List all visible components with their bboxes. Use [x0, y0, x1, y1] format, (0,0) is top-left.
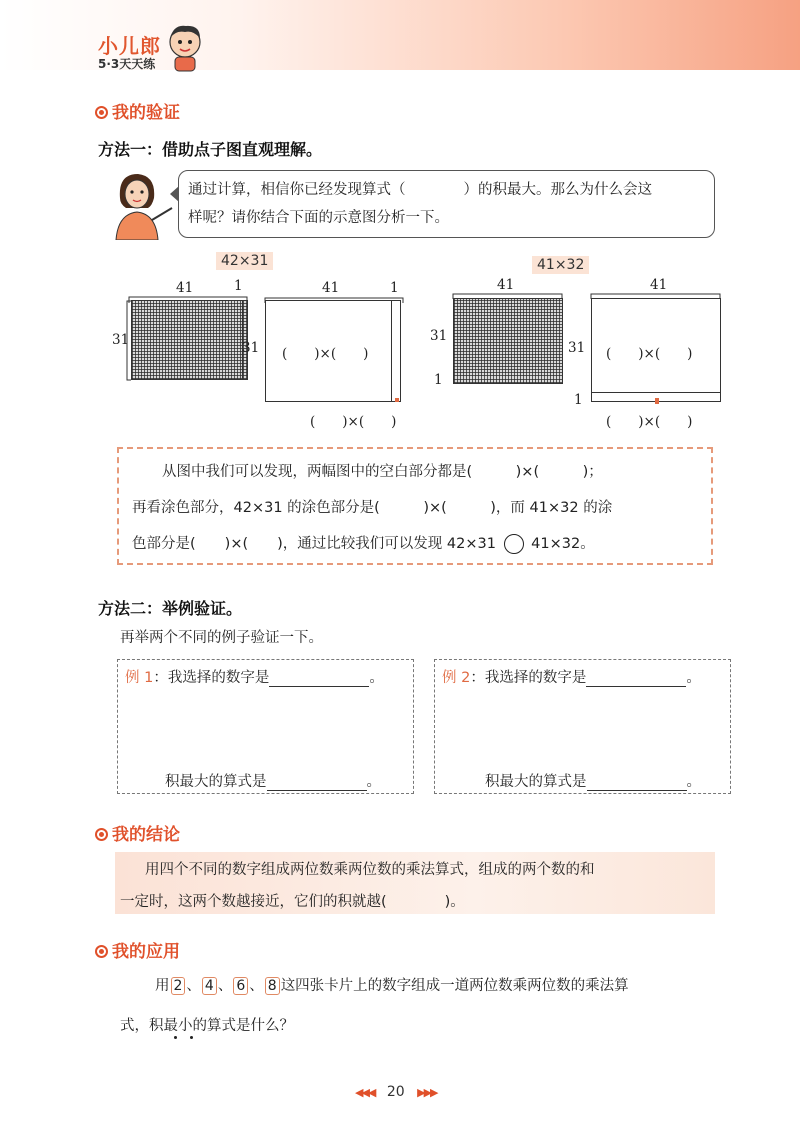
separator: 、	[249, 978, 264, 994]
brand-logo: 小儿郎	[98, 34, 161, 58]
page-footer	[355, 1084, 437, 1100]
section-apply-label: 我的应用	[112, 942, 180, 962]
marker-left	[395, 398, 399, 402]
prev-arrows-icon: ◀◀◀	[355, 1086, 375, 1099]
dot-grid-extra-row	[453, 378, 563, 384]
apply-post: 这四张卡片上的数字组成一道两位数乘两位数的乘法算	[280, 978, 629, 994]
digit-card: 6	[233, 977, 248, 995]
example-2-result-label: 积最大的算式是	[485, 774, 587, 790]
diagram-right-tag: 41×32	[532, 256, 589, 274]
frame-left-outer-expr: ( )×( )	[310, 414, 397, 430]
diagram-right-side-31: 31	[430, 328, 448, 344]
frame-left-top-1: 1	[390, 280, 399, 296]
example-1-result-label: 积最大的算式是	[165, 774, 267, 790]
frame-right-outer-expr: ( )×( )	[606, 414, 693, 430]
brand-subtitle: 5·3天天练	[98, 57, 156, 71]
diagram-left-top-1: 1	[234, 278, 243, 294]
example-2-result	[485, 770, 701, 791]
section-conclusion-label: 我的结论	[112, 825, 180, 845]
target-icon	[95, 106, 108, 119]
example-2-text: ：我选择的数字是	[470, 670, 587, 686]
finding-line-1: 从图中我们可以发现，两幅图中的空白部分都是( )×( )；	[162, 464, 603, 480]
period: 。	[686, 670, 701, 686]
example-1-result-blank[interactable]	[267, 790, 367, 791]
example-1-result	[165, 770, 381, 791]
diagram-right-side-1: 1	[434, 372, 443, 388]
diagram-left-top-41: 41	[176, 280, 194, 296]
page-number: 20	[386, 1084, 405, 1100]
example-2-digits-blank[interactable]	[586, 686, 686, 687]
conclusion-line-2: 一定时，这两个数越接近，它们的积就越( )。	[120, 894, 465, 910]
frame-left-side-31: 31	[242, 340, 260, 356]
emphasis-dot	[190, 1036, 193, 1039]
method2-description: 再举两个不同的例子验证一下。	[120, 630, 323, 646]
boy-mascot-icon	[160, 20, 210, 72]
frame-left-inner-expr: ( )×( )	[282, 346, 369, 362]
diagram-left-tag: 42×31	[216, 252, 273, 270]
section-verify-title	[95, 98, 180, 123]
finding-line-3-text: 色部分是( )×( )，通过比较我们可以发现 42×31	[132, 536, 496, 552]
example-1-prompt	[125, 666, 384, 687]
teacher-icon	[112, 170, 174, 240]
section-verify-label: 我的验证	[112, 103, 180, 123]
next-arrows-icon: ▶▶▶	[417, 1086, 437, 1099]
frame-right-side-1: 1	[574, 392, 583, 408]
example-2-prompt	[442, 666, 701, 687]
digit-card: 4	[202, 977, 217, 995]
digit-card: 2	[171, 977, 186, 995]
section-apply-title	[95, 937, 180, 962]
marker-right	[655, 398, 659, 404]
method1-heading: 方法一：借助点子图直观理解。	[98, 140, 323, 159]
period: 。	[366, 774, 381, 790]
compare-circle[interactable]	[504, 534, 524, 554]
apply-line-1	[155, 974, 629, 995]
period: 。	[369, 670, 384, 686]
separator: 、	[186, 978, 201, 994]
apply-pre: 用	[155, 978, 170, 994]
digit-card: 8	[265, 977, 280, 995]
emphasis-dot	[174, 1036, 177, 1039]
method2-heading: 方法二：举例验证。	[98, 599, 243, 618]
frame-left-top-41: 41	[322, 280, 340, 296]
bubble-line-1: 通过计算，相信你已经发现算式（ ）的积最大。那么为什么会这	[188, 182, 652, 198]
finding-line-3-end: 41×32。	[531, 536, 595, 552]
period: 。	[686, 774, 701, 790]
bubble-text	[188, 176, 708, 232]
target-icon	[95, 945, 108, 958]
example-1-digits-blank[interactable]	[269, 686, 369, 687]
separator: 、	[217, 978, 233, 994]
frame-right-inner-expr: ( )×( )	[606, 346, 693, 362]
frame-right-side-31: 31	[568, 340, 586, 356]
frame-right-top-41: 41	[650, 277, 668, 293]
finding-line-3	[132, 532, 595, 554]
diagram-left-side-31: 31	[112, 332, 130, 348]
apply-line-2: 式，积最小的算式是什么？	[120, 1018, 294, 1034]
section-conclusion-title	[95, 820, 180, 845]
diagram-right-top-41: 41	[497, 277, 515, 293]
conclusion-line-1: 用四个不同的数字组成两位数乘两位数的乘法算式，组成的两个数的和	[145, 862, 595, 878]
example-1-label: 例 1	[125, 670, 154, 686]
bubble-line-2: 样呢？请你结合下面的示意图分析一下。	[188, 210, 449, 226]
dot-grid-41x32	[453, 298, 563, 380]
example-2-result-blank[interactable]	[587, 790, 687, 791]
example-1-text: ：我选择的数字是	[153, 670, 270, 686]
target-icon	[95, 828, 108, 841]
example-2-label: 例 2	[442, 670, 471, 686]
finding-line-2: 再看涂色部分，42×31 的涂色部分是( )×( )，而 41×32 的涂	[132, 500, 613, 516]
dot-grid-42x31	[131, 300, 243, 380]
